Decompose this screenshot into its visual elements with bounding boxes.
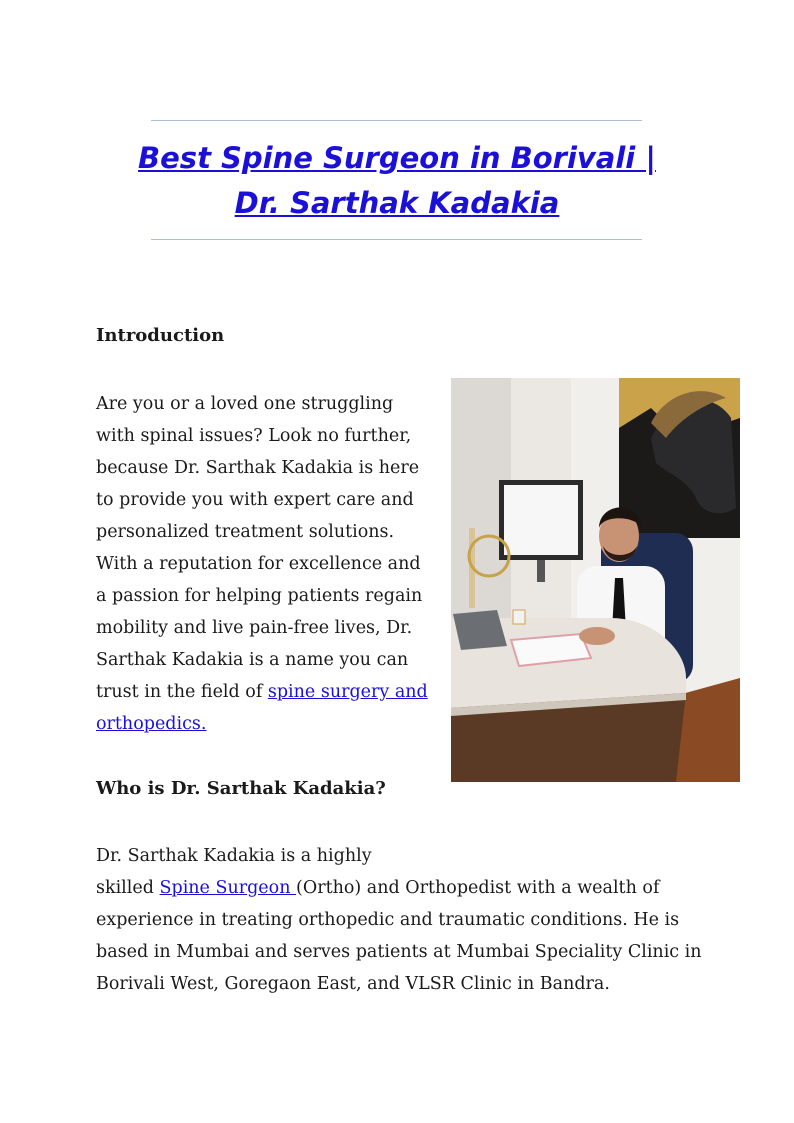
page-title-line-1: Best Spine Surgeon in Borivali | — [138, 141, 656, 175]
title-bottom-rule — [151, 239, 642, 240]
paragraph-line: because Dr. Sarthak Kadakia is here — [96, 458, 420, 478]
spine-surgeon-link[interactable]: Spine Surgeon — [159, 878, 297, 898]
paragraph-line — [96, 708, 428, 740]
paragraph-line: based in Mumbai and serves patients at Mumbai Speciality Clinic in — [96, 942, 702, 962]
introduction-heading: Introduction — [96, 325, 225, 346]
page-title-line-2: Dr. Sarthak Kadakia — [234, 186, 560, 220]
paragraph-line — [96, 676, 428, 708]
who-is-heading: Who is Dr. Sarthak Kadakia? — [96, 778, 386, 799]
paragraph-line: to provide you with expert care and — [96, 490, 414, 510]
monitor-stand — [537, 560, 545, 582]
paragraph-line: Sarthak Kadakia is a name you can — [96, 650, 409, 670]
paragraph-line — [96, 872, 702, 904]
doctor-hands — [579, 627, 615, 645]
doctor-office-photo — [451, 378, 740, 782]
who-is-paragraph — [96, 840, 702, 1000]
paragraph-text: (Ortho) and Orthopedist with a wealth of — [296, 878, 660, 898]
paragraph-line: Are you or a loved one struggling — [96, 394, 394, 414]
paragraph-line: with spinal issues? Look no further, — [96, 426, 412, 446]
paragraph-line: personalized treatment solutions. — [96, 522, 395, 542]
paragraph-text: trust in the field of — [96, 682, 268, 702]
paragraph-line: Borivali West, Goregaon East, and VLSR Clinic in Bandra. — [96, 974, 610, 994]
page-title-link[interactable] — [120, 136, 674, 226]
paragraph-line: Dr. Sarthak Kadakia is a highly — [96, 846, 372, 866]
page-title — [120, 136, 674, 226]
paragraph-line: experience in treating orthopedic and traumatic conditions. He is — [96, 910, 680, 930]
title-top-rule — [151, 120, 642, 121]
photo-illustration — [451, 378, 740, 782]
paragraph-line: a passion for helping patients regain — [96, 586, 423, 606]
introduction-paragraph — [96, 388, 428, 740]
spine-surgery-link[interactable]: spine surgery and — [267, 682, 428, 702]
paragraph-text: skilled — [96, 878, 160, 898]
monitor-screen — [504, 485, 578, 555]
mug — [513, 610, 525, 624]
orthopedics-link[interactable]: orthopedics. — [96, 714, 207, 734]
paragraph-line: mobility and live pain-free lives, Dr. — [96, 618, 413, 638]
paragraph-line: With a reputation for excellence and — [96, 554, 421, 574]
